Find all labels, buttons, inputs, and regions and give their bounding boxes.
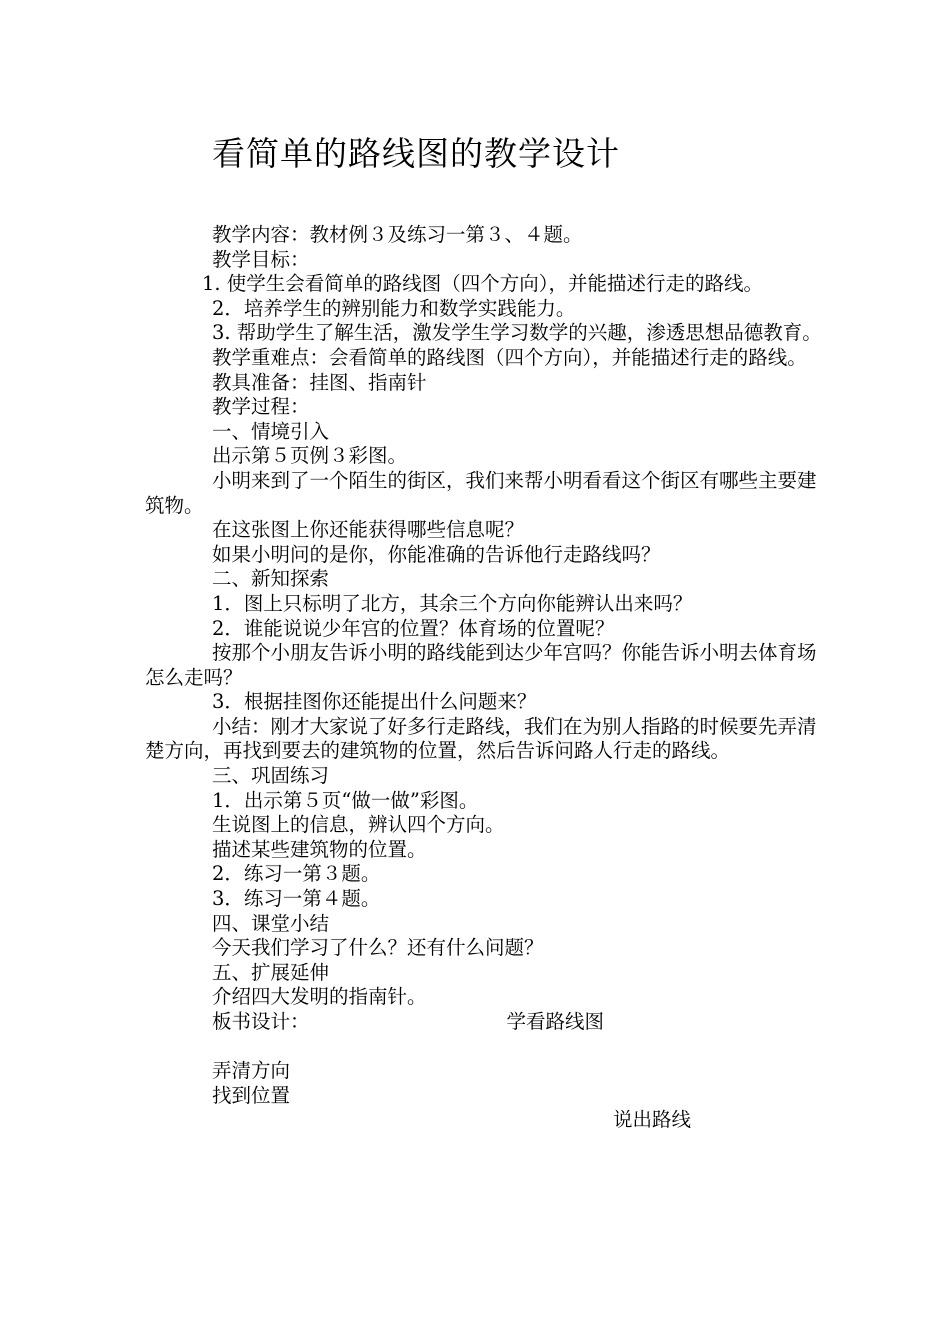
- paragraph: 教学目标：: [212, 247, 310, 271]
- section-heading: 一、情境引入: [212, 419, 330, 443]
- section-heading: 三、巩固练习: [212, 764, 330, 788]
- paragraph: 按那个小朋友告诉小明的路线能到达少年宫吗？你能告诉小明去体育场怎么走吗？: [145, 641, 817, 689]
- paragraph: 今天我们学习了什么？还有什么问题？: [212, 936, 544, 960]
- paragraph: 教学内容：教材例３及练习一第３、４题。: [212, 223, 583, 246]
- board-line: 找到位置: [212, 1083, 291, 1107]
- board-label: 板书设计：: [212, 1010, 310, 1033]
- paragraph: 3．练习一第４题。: [212, 887, 381, 911]
- paragraph: 描述某些建筑物的位置。: [212, 837, 427, 861]
- spacer: [145, 1035, 825, 1060]
- paragraph: 生说图上的信息，辨认四个方向。: [212, 813, 505, 837]
- paragraph: 2．谁能说说少年宫的位置？体育场的位置呢？: [212, 616, 615, 640]
- paragraph: 出示第５页例３彩图。: [212, 444, 408, 468]
- document-body: [145, 223, 825, 1133]
- paragraph: 1．图上只标明了北方，其余三个方向你能辨认出来吗？: [212, 591, 693, 615]
- paragraph: 小明来到了一个陌生的街区，我们来帮小明看看这个街区有哪些主要建筑物。: [145, 468, 817, 517]
- board-title: 学看路线图: [506, 1010, 605, 1033]
- paragraph: 1．出示第５页“做一做”彩图。: [212, 788, 479, 812]
- paragraph: 1. 使学生会看简单的路线图（四个方向），并能描述行走的路线。: [202, 272, 764, 296]
- document-title: 看简单的路线图的教学设计: [212, 134, 620, 173]
- board-design: [145, 1010, 825, 1035]
- board-line: 弄清方向: [212, 1059, 291, 1083]
- paragraph: 介绍四大发明的指南针。: [212, 985, 427, 1009]
- section-heading: 二、新知探索: [212, 567, 330, 591]
- board-line: 说出路线: [613, 1108, 692, 1132]
- paragraph: 3．根据挂图你还能提出什么问题来？: [212, 690, 537, 714]
- paragraph: 小结：刚才大家说了好多行走路线，我们在为别人指路的时候要先弄清楚方向，再找到要去的建筑物的位置，然后告诉问路人行走的路线。: [145, 714, 817, 763]
- section-heading: 四、课堂小结: [212, 911, 330, 935]
- paragraph: 教具准备：挂图、指南针: [212, 370, 427, 394]
- paragraph: 2．练习一第３题。: [212, 862, 381, 886]
- paragraph: 3. 帮助学生了解生活，激发学生学习数学的兴趣，渗透思想品德教育。: [212, 321, 822, 345]
- paragraph: 如果小明问的是你，你能准确的告诉他行走路线吗？: [212, 542, 661, 566]
- paragraph: 教学过程：: [212, 395, 310, 419]
- paragraph: 在这张图上你还能获得哪些信息呢？: [212, 518, 525, 542]
- paragraph: 2．培养学生的辨别能力和数学实践能力。: [212, 296, 576, 320]
- section-heading: 五、扩展延伸: [212, 960, 330, 984]
- paragraph: 教学重难点：会看简单的路线图（四个方向），并能描述行走的路线。: [212, 345, 807, 369]
